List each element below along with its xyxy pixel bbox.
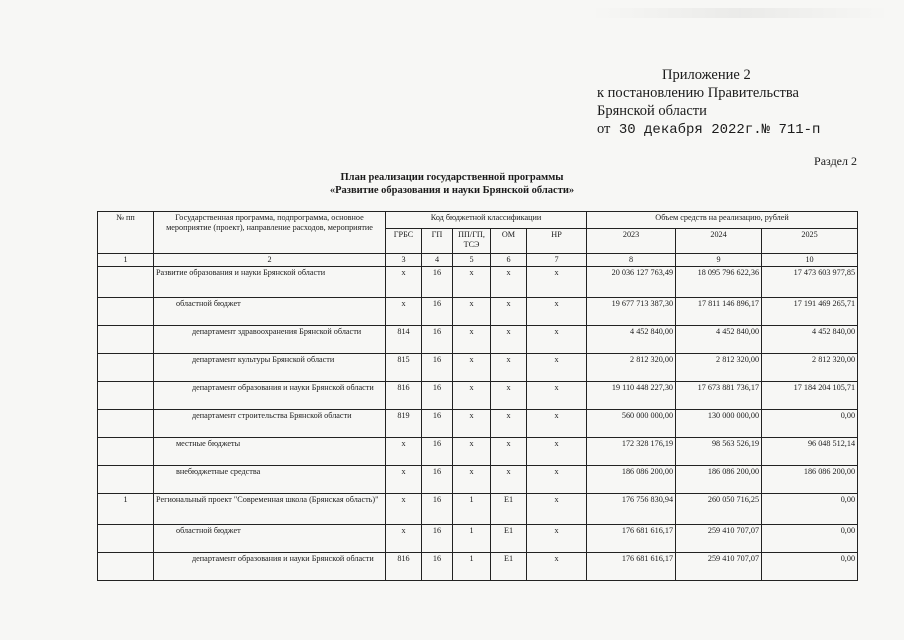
row-name: департамент образования и науки Брянской области [154,382,386,410]
row-ppgp: 1 [453,553,491,581]
row-grbs: х [386,525,422,553]
row-gp: 16 [422,438,453,466]
row-gp: 16 [422,525,453,553]
row-num [98,326,154,354]
column-number: 3 [386,254,422,267]
row-om: Е1 [491,553,527,581]
row-ppgp: 1 [453,525,491,553]
row-ppgp: х [453,298,491,326]
table-row [98,553,858,581]
appendix-title: Приложение 2 [662,67,751,83]
row-num [98,525,154,553]
row-2023: 176 681 616,17 [587,553,676,581]
row-grbs: х [386,494,422,525]
row-num [98,410,154,438]
header-2025: 2025 [762,229,858,254]
row-num [98,438,154,466]
row-om: х [491,354,527,382]
row-gp: 16 [422,410,453,438]
row-num [98,267,154,298]
column-number: 4 [422,254,453,267]
row-2025: 0,00 [762,494,858,525]
row-gp: 16 [422,494,453,525]
row-ppgp: 1 [453,494,491,525]
row-num [98,553,154,581]
row-2024: 18 095 796 622,36 [676,267,762,298]
column-number: 10 [762,254,858,267]
row-nr: х [527,553,587,581]
table-row [98,354,858,382]
header-2023: 2023 [587,229,676,254]
plan-table-body [98,254,858,581]
row-grbs: 815 [386,354,422,382]
row-name: Развитие образования и науки Брянской области [154,267,386,298]
row-name: областной бюджет [154,298,386,326]
row-2025: 0,00 [762,525,858,553]
column-number: 8 [587,254,676,267]
row-grbs: х [386,438,422,466]
header-nr: НР [527,229,587,254]
row-2024: 98 563 526,19 [676,438,762,466]
row-grbs: 816 [386,382,422,410]
row-nr: х [527,494,587,525]
row-gp: 16 [422,382,453,410]
header-name: Государственная программа, подпрограмма, основное мероприятие (проект), направление расходов, мероприятие [154,212,386,254]
row-num [98,354,154,382]
section-label: Раздел 2 [814,154,857,168]
row-nr: х [527,326,587,354]
title-line-1: План реализации государственной программы [340,172,564,183]
row-2024: 2 812 320,00 [676,354,762,382]
row-nr: х [527,410,587,438]
row-2023: 172 328 176,19 [587,438,676,466]
row-nr: х [527,525,587,553]
row-om: х [491,466,527,494]
row-name: департамент строительства Брянской области [154,410,386,438]
row-nr: х [527,267,587,298]
row-num [98,466,154,494]
row-nr: х [527,354,587,382]
row-gp: 16 [422,553,453,581]
column-number: 9 [676,254,762,267]
table-row [98,494,858,525]
row-2023: 2 812 320,00 [587,354,676,382]
document-title [0,171,904,197]
row-2025: 17 191 469 265,71 [762,298,858,326]
row-2024: 4 452 840,00 [676,326,762,354]
row-2024: 130 000 000,00 [676,410,762,438]
table-row [98,298,858,326]
row-name: местные бюджеты [154,438,386,466]
row-nr: х [527,382,587,410]
appendix-block [597,66,820,139]
row-om: х [491,438,527,466]
row-name: департамент образования и науки Брянской области [154,553,386,581]
table-row [98,466,858,494]
row-name: департамент культуры Брянской области [154,354,386,382]
row-grbs: х [386,267,422,298]
appendix-date-line [597,120,820,139]
row-2025: 17 473 603 977,85 [762,267,858,298]
row-2025: 2 812 320,00 [762,354,858,382]
column-number: 6 [491,254,527,267]
row-2023: 4 452 840,00 [587,326,676,354]
row-nr: х [527,438,587,466]
row-nr: х [527,466,587,494]
row-2025: 17 184 204 105,71 [762,382,858,410]
row-2024: 186 086 200,00 [676,466,762,494]
row-2024: 260 050 716,25 [676,494,762,525]
row-name: Региональный проект "Современная школа (Брянская область)" [154,494,386,525]
row-2023: 176 681 616,17 [587,525,676,553]
header-om: ОМ [491,229,527,254]
row-2024: 259 410 707,07 [676,553,762,581]
plan-table [97,211,858,581]
row-2025: 0,00 [762,553,858,581]
header-grbs: ГРБС [386,229,422,254]
header-ppgp: ПП/ГП, ТСЭ [453,229,491,254]
row-2023: 19 677 713 387,30 [587,298,676,326]
header-gp: ГП [422,229,453,254]
row-ppgp: х [453,466,491,494]
row-ppgp: х [453,354,491,382]
appendix-line-2: к постановлению Правительства [597,85,799,101]
header-2024: 2024 [676,229,762,254]
row-2024: 259 410 707,07 [676,525,762,553]
row-gp: 16 [422,466,453,494]
column-number: 7 [527,254,587,267]
row-name: внебюджетные средства [154,466,386,494]
row-2023: 560 000 000,00 [587,410,676,438]
appendix-prefix: от [597,121,611,137]
column-number: 2 [154,254,386,267]
row-2023: 186 086 200,00 [587,466,676,494]
row-name: областной бюджет [154,525,386,553]
row-grbs: 819 [386,410,422,438]
table-row [98,326,858,354]
row-ppgp: х [453,410,491,438]
row-grbs: 816 [386,553,422,581]
row-name: департамент здравоохранения Брянской области [154,326,386,354]
row-2023: 20 036 127 763,49 [587,267,676,298]
row-om: х [491,298,527,326]
scan-artifact [590,8,890,18]
row-gp: 16 [422,298,453,326]
header-volume: Объем средств на реализацию, рублей [587,212,858,229]
row-2025: 96 048 512,14 [762,438,858,466]
header-num: № пп [98,212,154,254]
header-kbk: Код бюджетной классификации [386,212,587,229]
row-num: 1 [98,494,154,525]
row-gp: 16 [422,267,453,298]
row-2023: 19 110 448 227,30 [587,382,676,410]
row-grbs: х [386,298,422,326]
row-gp: 16 [422,326,453,354]
row-gp: 16 [422,354,453,382]
row-2025: 4 452 840,00 [762,326,858,354]
column-number-row [98,254,858,267]
row-om: х [491,326,527,354]
table-row [98,382,858,410]
table-row [98,410,858,438]
row-ppgp: х [453,267,491,298]
row-grbs: 814 [386,326,422,354]
row-ppgp: х [453,438,491,466]
row-ppgp: х [453,382,491,410]
column-number: 1 [98,254,154,267]
row-2024: 17 811 146 896,17 [676,298,762,326]
row-2025: 186 086 200,00 [762,466,858,494]
row-num [98,298,154,326]
row-om: х [491,267,527,298]
row-om: Е1 [491,494,527,525]
row-num [98,382,154,410]
row-grbs: х [386,466,422,494]
table-row [98,525,858,553]
column-number: 5 [453,254,491,267]
row-ppgp: х [453,326,491,354]
table-row [98,438,858,466]
row-nr: х [527,298,587,326]
row-2025: 0,00 [762,410,858,438]
title-line-2: «Развитие образования и науки Брянской области» [329,185,575,196]
row-om: х [491,410,527,438]
appendix-line-3: Брянской области [597,103,707,119]
row-om: Е1 [491,525,527,553]
appendix-date-number: 30 декабря 2022г.№ 711-п [618,122,821,138]
row-2024: 17 673 881 736,17 [676,382,762,410]
row-2023: 176 756 830,94 [587,494,676,525]
row-om: х [491,382,527,410]
table-row [98,267,858,298]
